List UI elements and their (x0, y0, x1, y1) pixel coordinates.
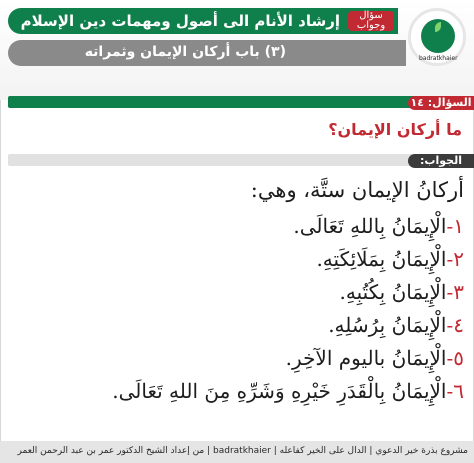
list-item (24, 346, 464, 370)
question-text: ما أركان الإيمان؟ (328, 120, 462, 139)
item-number: ٤- (446, 313, 464, 337)
item-text: الْإِيمَانُ بِالْقَدَرِ خَيْرِهِ وَشَرِّهِ مِنَ اللهِ تَعَالَى. (112, 379, 447, 403)
item-number: ٦- (446, 379, 464, 403)
item-number: ٣- (446, 280, 464, 304)
item-number: ٥- (446, 346, 464, 370)
logo-emblem-icon (421, 19, 455, 53)
qa-tag-top: سؤال (359, 10, 383, 21)
list-item (24, 247, 464, 271)
title-bar (8, 8, 398, 34)
list-item (24, 379, 464, 403)
list-item (24, 313, 464, 337)
logo (408, 8, 466, 66)
chapter-bar (8, 40, 406, 66)
chapter-title: (٣) باب أركان الإيمان وثمراته (84, 44, 286, 60)
header (0, 0, 474, 100)
leaf-icon (435, 22, 441, 32)
item-text: الْإِيمَانُ بِكُتُبِهِ. (339, 280, 447, 304)
series-title: إرشاد الأنام الى أصول ومهمات دين الإسلام (20, 12, 340, 30)
list-item (24, 280, 464, 304)
qa-tag (348, 11, 394, 31)
answer-strip (8, 154, 466, 166)
qa-tag-bottom: وجواب (356, 20, 386, 31)
logo-caption: badratkhaier (419, 55, 458, 62)
list-item (24, 214, 464, 238)
question-strip (8, 96, 466, 108)
item-text: الْإِيمَانُ بِرُسُلِهِ. (328, 313, 447, 337)
item-number: ٢- (446, 247, 464, 271)
footer (0, 441, 474, 463)
item-number: ١- (446, 214, 464, 238)
item-text: الْإِيمَانُ باليوم الآخِرِ. (285, 346, 447, 370)
question-label: السؤال: ١٤ (408, 96, 474, 110)
answer-body (24, 178, 464, 412)
item-text: الْإِيمَانُ بِمَلَائِكَتِهِ. (316, 247, 447, 271)
footer-text: مشروع بذرة خير الدعوي | الدال على الخير كفاعله | badratkhaier | من إعداد الشيخ الدكتور عمر بن عبد الرحمن العمر (17, 446, 468, 456)
answer-label: الجواب: (408, 154, 474, 168)
answer-intro: أركانُ الإيمان ستَّة، وهي: (250, 178, 464, 202)
item-text: الْإِيمَانُ بِاللهِ تَعَالَى. (293, 214, 447, 238)
